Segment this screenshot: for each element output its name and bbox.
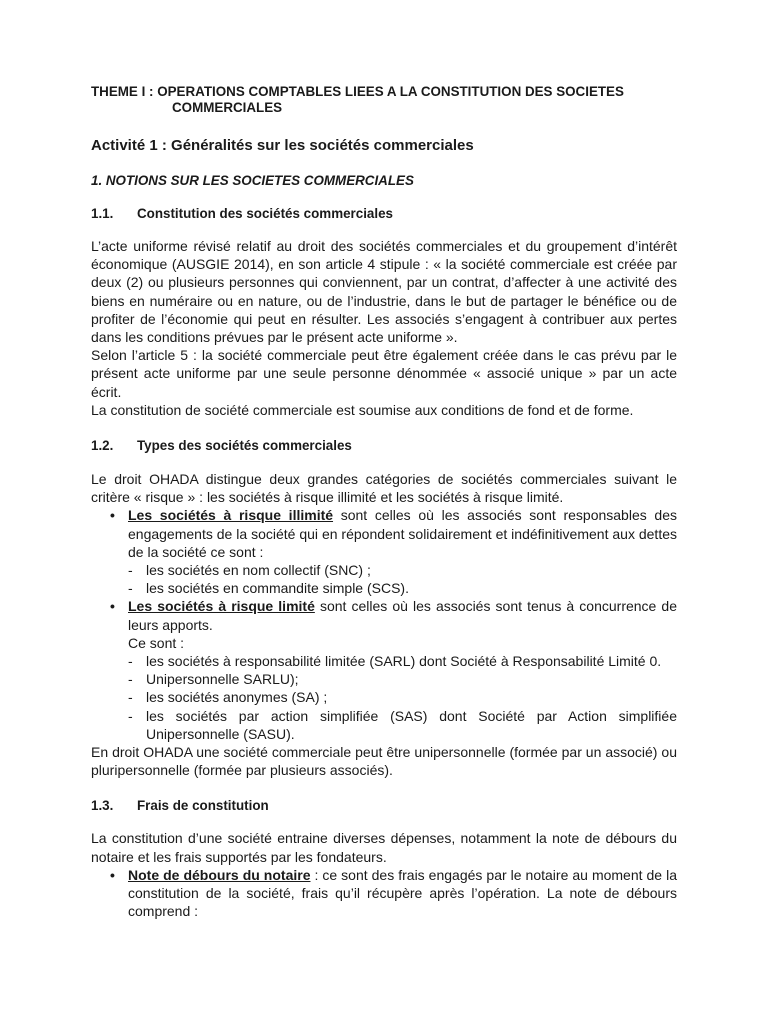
bullet-lead: Les sociétés à risque illimité <box>128 507 334 524</box>
section-1-2-heading <box>91 438 677 454</box>
bullet-risque-limite <box>91 597 677 633</box>
theme-heading <box>91 84 677 116</box>
section-number: 1.2. <box>91 438 114 454</box>
list-item: - Unipersonnelle SARLU); <box>128 671 299 688</box>
bullet-lead: Les sociétés à risque limité <box>128 598 315 615</box>
paragraph-article-5: Selon l’article 5 : la société commerciale peut être également créée dans le cas prévu par le présent acte uniforme par une seule personne dénommée « associé unique » par un acte écrit. <box>91 347 677 400</box>
bullet-text: sont celles où les associés sont tenus à concurrence de leurs apports. <box>128 598 677 633</box>
list-item: - les sociétés par action simplifiée (SAS) dont Société par Action simplifiée Unipersonnelle (SASU). <box>128 707 677 742</box>
list-item: - les sociétés anonymes (SA) ; <box>128 689 328 706</box>
section-title: Constitution des sociétés commerciales <box>137 206 393 221</box>
list-item: - les sociétés en commandite simple (SCS). <box>128 580 409 597</box>
section-title: Frais de constitution <box>137 798 269 814</box>
bullet-icon: • <box>110 866 115 883</box>
section-number: 1.3. <box>91 798 114 814</box>
bullet-risque-illimite <box>91 506 677 561</box>
section-title: Types des sociétés commerciales <box>137 438 352 454</box>
paragraph-conditions: La constitution de société commerciale est soumise aux conditions de fond et de forme. <box>91 401 634 418</box>
activity-title: Activité 1 : Généralités sur les sociétés commerciales <box>91 137 474 154</box>
document-page <box>91 84 677 921</box>
dash-icon: - <box>128 580 133 597</box>
paragraph-uni-pluri: En droit OHADA une société commerciale peut être unipersonnelle (formée par un associé) ou pluripersonnelle (formée par plusieurs associés). <box>91 744 677 779</box>
dash-icon: - <box>128 653 133 670</box>
bullet-text: : ce sont des frais engagés par le notaire au moment de la constitution de la société, frais qu’il récupère après l’opération. La note de débours comprend : <box>128 866 677 920</box>
bullet-note-debours <box>91 866 677 921</box>
section-notions-heading: 1. NOTIONS SUR LES SOCIETES COMMERCIALES <box>91 173 414 188</box>
bullet-icon: • <box>110 507 115 524</box>
dash-icon: - <box>128 562 133 579</box>
dash-icon: - <box>128 707 133 724</box>
paragraph-article-4: L’acte uniforme révisé relatif au droit des sociétés commerciales et du groupement d’intérêt économique (AUSGIE 2014), en son article 4 stipule : « la société commerciale est créée par deux (2) ou plusieurs personnes qui conviennent, par un contrat, d’affecter à une activité des biens en numéraire ou en nature, ou de l’industrie, dans le but de partager le bénéfice ou de profiter de l’économie qui peut en résulter. Les associés s’engagent à contribuer aux pertes dans les conditions prévues par le présent acte uniforme ». <box>91 238 677 346</box>
section-1-1-heading <box>91 206 677 222</box>
paragraph-ohada-categories: Le droit OHADA distingue deux grandes catégories de sociétés commerciales suivant le critère « risque » : les sociétés à risque illimité et les sociétés à risque limité. <box>91 471 677 506</box>
bullet-icon: • <box>110 598 115 615</box>
theme-line-2: COMMERCIALES <box>172 100 283 115</box>
bullet-text: sont celles où les associés sont responsables des engagements de la société qui en répondent solidairement et indéfinitivement aux dettes de la société ce sont : <box>128 507 677 560</box>
section-1-3-heading <box>91 798 677 814</box>
paragraph-depenses: La constitution d’une société entraine diverses dépenses, notamment la note de débours du notaire et les frais supportés par les fondateurs. <box>91 830 677 865</box>
section-number: 1.1. <box>91 206 114 221</box>
ce-sont-label: Ce sont : <box>128 634 185 651</box>
dash-icon: - <box>128 671 133 688</box>
list-item: - les sociétés à responsabilité limitée (SARL) dont Société à Responsabilité Limité 0. <box>128 653 662 670</box>
bullet-lead: Note de débours du notaire <box>128 866 311 883</box>
list-item: - les sociétés en nom collectif (SNC) ; <box>128 562 371 579</box>
theme-line-1: THEME I : OPERATIONS COMPTABLES LIEES A LA CONSTITUTION DES SOCIETES <box>91 84 624 99</box>
dash-icon: - <box>128 689 133 706</box>
